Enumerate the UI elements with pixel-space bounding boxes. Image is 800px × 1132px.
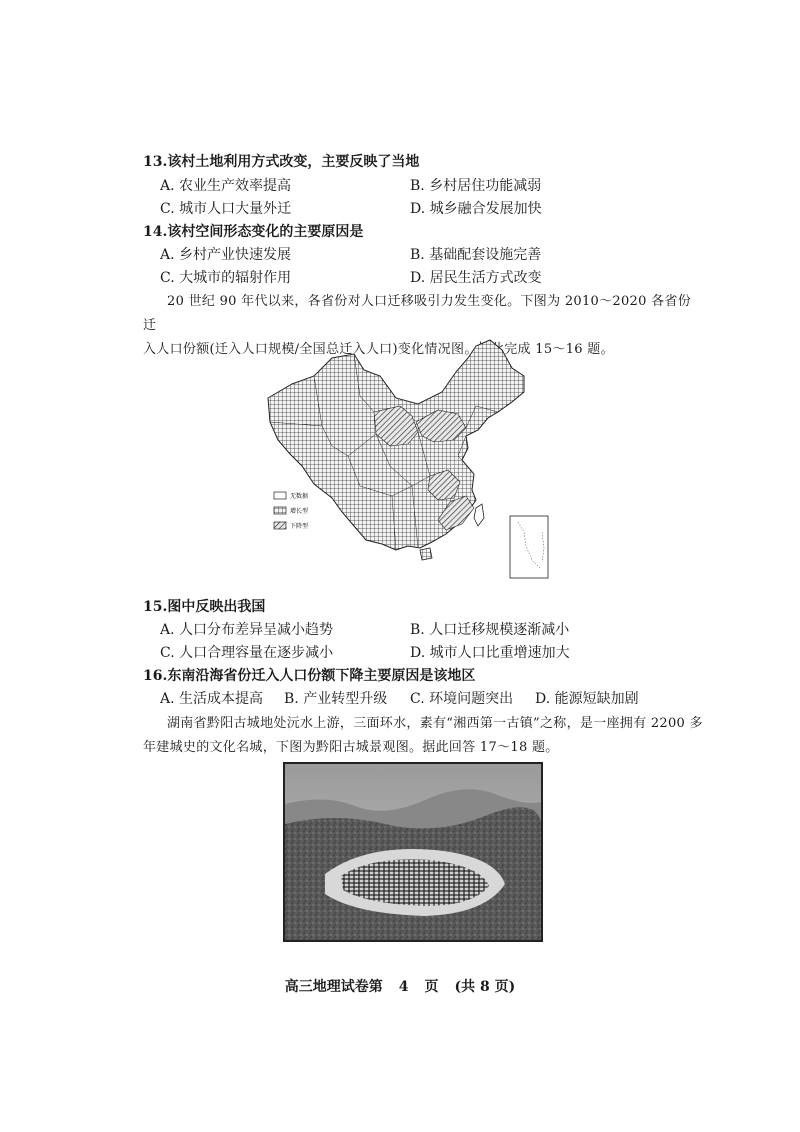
question-15-stem: 15.图中反映出我国	[143, 599, 266, 615]
intro-paragraph-17-18	[143, 712, 703, 760]
intro-2-line-1: 湖南省黔阳古城地处沅水上游，三面环水，素有“湘西第一古镇”之称，是一座拥有 2200 多	[167, 716, 703, 731]
question-16-option-c: C. 环境问题突出	[410, 691, 514, 707]
question-16-option-b: B. 产业转型升级	[284, 691, 388, 707]
footer-unit: 页	[424, 979, 439, 995]
footer-prefix: 高三地理试卷第	[284, 979, 383, 995]
question-16-stem: 16.东南沿海省份迁入人口份额下降主要原因是该地区	[143, 668, 476, 684]
map-taiwan	[474, 504, 484, 526]
china-migration-map	[262, 336, 552, 582]
intro-2-line-2: 年建城史的文化名城，下图为黔阳古城景观图。据此回答 17～18 题。	[143, 740, 559, 755]
question-16-option-d: D. 能源短缺加剧	[535, 691, 639, 707]
page-footer	[0, 976, 800, 996]
question-14-stem: 14.该村空间形态变化的主要原因是	[143, 224, 364, 240]
question-13-stem: 13.该村土地利用方式改变，主要反映了当地	[143, 154, 420, 170]
question-15-option-b: B. 人口迁移规模逐渐减小	[410, 622, 570, 638]
map-hainan	[420, 548, 432, 560]
question-13-option-a: A. 农业生产效率提高	[160, 178, 292, 194]
qianyang-ancient-town-photo	[283, 762, 543, 942]
question-16-option-a: A. 生活成本提高	[160, 691, 264, 707]
footer-total: (共 8 页)	[454, 979, 516, 995]
question-14-option-a: A. 乡村产业快速发展	[160, 247, 292, 263]
legend-growth: 增长型	[290, 508, 309, 515]
question-15-option-d: D. 城市人口比重增速加大	[410, 645, 570, 661]
photo-illustration	[285, 764, 541, 940]
intro-1-line-1: 20 世纪 90 年代以来，各省份对人口迁移吸引力发生变化。下图为 2010～2020 各省份迁	[143, 294, 692, 333]
question-13-option-c: C. 城市人口大量外迁	[160, 201, 292, 217]
question-14-option-d: D. 居民生活方式改变	[410, 270, 542, 286]
map-legend	[274, 492, 308, 530]
intro-1-line-2: 入人口份额(迁入人口规模/全国总迁入人口)变化情况图。据此完成 15～16 题。	[143, 342, 614, 357]
question-15-option-a: A. 人口分布差异呈减小趋势	[160, 622, 334, 638]
legend-no-data: 无数据	[290, 493, 309, 500]
question-15-option-c: C. 人口合理容量在逐步减小	[160, 645, 334, 661]
question-14-option-b: B. 基础配套设施完善	[410, 247, 542, 263]
question-14-option-c: C. 大城市的辐射作用	[160, 270, 292, 286]
footer-page-number: 4	[398, 979, 409, 995]
question-13-option-b: B. 乡村居住功能减弱	[410, 178, 542, 194]
map-south-sea-inset	[510, 516, 548, 578]
legend-decline: 下降型	[290, 523, 309, 530]
question-13-option-d: D. 城乡融合发展加快	[410, 201, 542, 217]
